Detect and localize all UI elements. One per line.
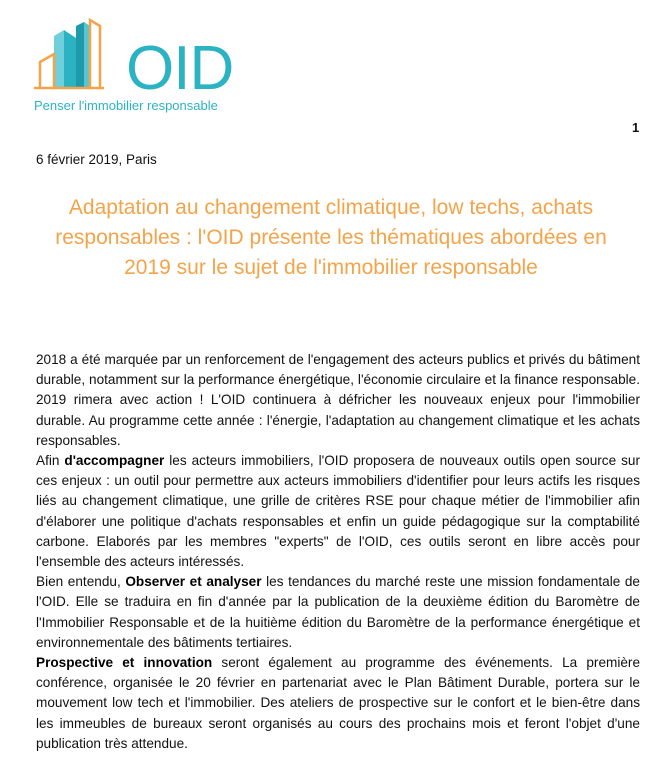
highlight-accompagner: d'accompagner (64, 453, 165, 469)
highlight-observer-analyser: Observer et analyser (125, 574, 262, 590)
building-skyline-icon (34, 18, 134, 98)
highlight-prospective-innovation: Prospective et innovation (36, 655, 213, 671)
paragraph-4 (36, 653, 640, 754)
press-release-date: 6 février 2019, Paris (36, 152, 157, 167)
paragraph-3 (36, 572, 640, 653)
paragraph-4-text: seront également au programme des événements. La première conférence, organisée le 20 février en partenariat avec le Plan Bâtiment Durable, portera sur le mouvement low tech et l'immobilier. Des ateliers de prospective sur le confort et le bien-être dans les immeubles de bureaux seront organisés au cours des prochains mois et feront l'objet d'une publication très attendue. (36, 655, 641, 751)
paragraph-2 (36, 451, 640, 572)
paragraph-3-lead: Bien entendu, (36, 574, 126, 590)
press-release-body (36, 350, 640, 754)
paragraph-2-lead: Afin (36, 453, 65, 469)
press-release-title: Adaptation au changement climatique, low techs, achats responsables : l'OID présente les thématiques abordées en 2019 sur le sujet de l'immobilier responsable (55, 196, 607, 279)
paragraph-3-text: les tendances du marché reste une mission fondamentale de l'OID. Elle se traduira en fin d'année par la publication de la deuxième édition du Baromètre de l'Immobilier Responsable et de la huitième édition du Baromètre de la performance énergétique et environnementale des bâtiments tertiaires. (36, 574, 640, 650)
paragraph-2-text: les acteurs immobiliers, l'OID proposera de nouveaux outils open source sur ces enjeux : un outil pour permettre aux acteurs immobiliers d'identifier pour leurs actifs les risques liés au changement climatique, une grille de critères RSE pour chaque métier de l'immobilier afin d'élaborer une politique d'achats responsables et enfin un guide pédagogique sur la comptabilité carbone. Elaborés par les membres "experts" de l'OID, ces outils seront en libre accès pour l'ensemble des acteurs intéressés. (36, 453, 641, 570)
page-number: 1 (632, 120, 640, 135)
logo-tagline: Penser l'immobilier responsable (34, 98, 218, 113)
logo-wordmark: OID (126, 34, 234, 103)
paragraph-1: 2018 a été marquée par un renforcement de l'engagement des acteurs publics et privés du bâtiment durable, notamment sur la performance énergétique, l'économie circulaire et la finance responsable. 2019 rimera avec action ! L'OID continuera à défricher les nouveaux enjeux pour l'immobilier durable. Au programme cette année : l'énergie, l'adaptation au changement climatique et les achats responsables. (36, 352, 640, 448)
